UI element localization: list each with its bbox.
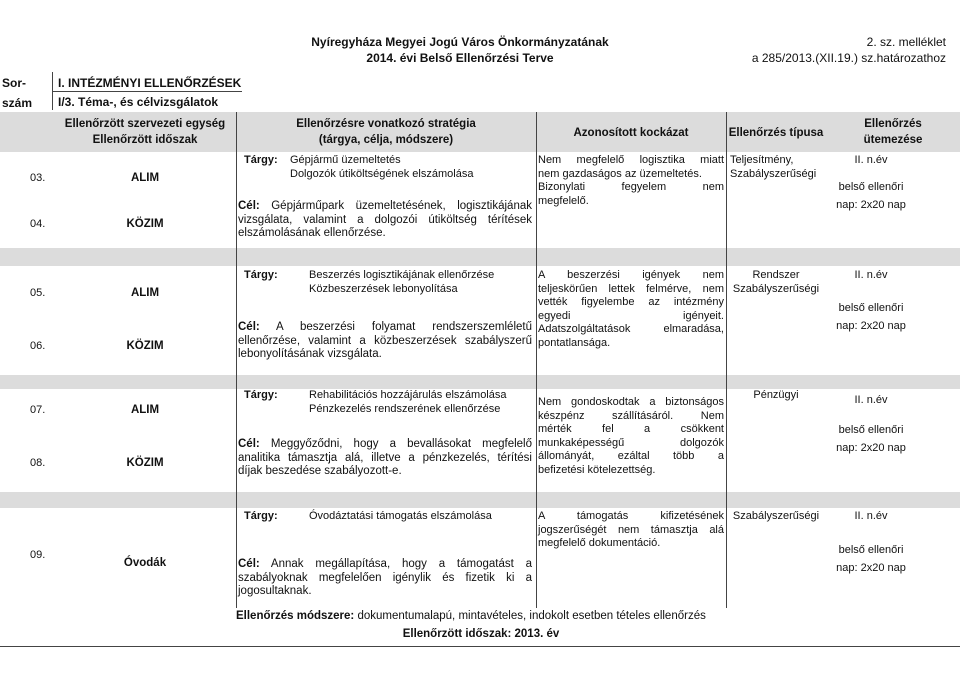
column-rule [536,112,537,608]
schedule [826,302,916,333]
title-line-2: 2014. évi Belső Ellenőrzési Terve [366,51,554,65]
goal-text [238,438,532,479]
goal-line: ellenőrzése, valamint a közbeszerzések szabályszerű [238,334,532,347]
subject-text [290,154,401,168]
risk-line: A beszerzési igények nem [538,269,724,281]
schedule-line: belső ellenőri [838,424,904,436]
audited-unit: ALIM [130,404,160,416]
goal-first-line: A beszerzési folyamat rendszerszemléletű [276,321,532,333]
separator-band [0,248,960,266]
goal-line: lebonyolításának vizsgálata. [238,348,382,360]
row-number: 09. [30,549,46,561]
column-header-strategy [236,116,536,148]
schedule-line: II. n.év [854,510,888,522]
row-number: 05. [30,287,46,299]
risk-line: befizetési kötelezettség. [538,463,656,476]
schedule-line: II. n.év [854,269,888,281]
goal-line: szabályoknak megfelelően igénylik és fizetik ki a [238,571,532,584]
annex-reference [752,34,946,66]
row-number-label-2: szám [2,96,33,110]
schedule-line: II. n.év [854,154,888,166]
method-note [236,610,706,624]
schedule-header-line-1: Ellenőrzés [864,118,922,130]
risk-text [538,510,724,551]
goal-text [238,321,532,362]
goal-line: elszámolásának ellenőrzése. [238,227,386,239]
audit-type [726,269,826,296]
strategy-header-line-2: (tárgya, célja, módszere) [318,134,454,146]
subject-line: Dolgozók útiköltségének elszámolása [290,167,474,180]
schedule-line: nap: 2x20 nap [836,441,906,454]
risk-line: Nem megfelelő logisztika miatt [538,154,724,166]
schedule [826,424,916,455]
schedule [826,544,916,575]
goal-label: Cél: [238,200,260,212]
risk-line: munkaképességű dolgozók [538,436,724,449]
goal-line: díjak beszedése szabályozott-e. [238,465,402,477]
column-header-schedule [826,116,960,148]
type-line: Teljesítmény, [730,154,794,166]
risk-line: állományát, ezáltal több a [538,450,724,462]
risk-line: mérték fel a csökkent [538,423,724,435]
subject-text [309,510,492,524]
type-line: Pénzügyi [753,389,799,401]
audited-unit: Óvodák [123,557,167,569]
type-line: Szabályszerűségi [732,282,820,295]
column-header-risk: Azonosított kockázat [573,127,689,139]
subject-label: Tárgy: [244,510,278,522]
risk-line: megfelelő dokumentáció. [538,537,661,549]
schedule [826,394,916,408]
subject-text [309,389,507,416]
audited-unit: KÖZIM [126,457,164,469]
goal-line: vizsgálata, valamint a dolgozói útiköltség térítések [238,213,532,226]
schedule [826,510,916,524]
schedule [826,181,916,212]
subject-line: Pénzkezelés rendszerének ellenőrzése [309,402,501,415]
section-title: I. INTÉZMÉNYI ELLENŐRZÉSEK [58,76,242,90]
separator-band [0,492,960,508]
goal-label: Cél: [238,558,260,570]
subject-label: Tárgy: [244,154,278,166]
risk-line: vették figyelembe az intézmény [538,296,724,308]
risk-line: Nem gondoskodtak a biztonságos [538,396,724,408]
subject-line: Rehabilitációs hozzájárulás elszámolása [309,389,507,401]
schedule [826,154,916,168]
schedule-line: II. n.év [854,394,888,406]
goal-first-line: Annak megállapítása, hogy a támogatást a [270,558,532,570]
footer-rule [0,646,960,647]
risk-line: teljeskörűen lettek felmérve, nem [538,282,724,295]
subject-line: Közbeszerzések lebonyolítása [309,282,458,295]
annex-line-2: a 285/2013.(XII.19.) sz.határozathoz [751,51,946,65]
subject-text [309,269,494,296]
risk-line: készpénz szállításáról. Nem [538,409,724,422]
subject-line: Beszerzés logisztikájának ellenőrzése [309,269,495,281]
strategy-header-line-1: Ellenőrzésre vonatkozó stratégia [296,118,476,130]
row-number: 03. [30,172,46,184]
column-rule [726,112,727,608]
goal-label: Cél: [238,438,260,450]
goal-label: Cél: [238,321,260,333]
risk-text [538,154,724,208]
schedule-line: nap: 2x20 nap [836,319,906,332]
subject-line: Óvodáztatási támogatás elszámolása [309,510,492,522]
separator-band [0,375,960,389]
row-number: 08. [30,457,46,469]
schedule [826,269,916,283]
audited-unit: KÖZIM [126,218,164,230]
row-number-label-1: Sor- [2,76,26,90]
schedule-line: nap: 2x20 nap [836,561,906,574]
subject-text [290,168,473,182]
schedule-line: belső ellenőri [838,544,904,556]
column-header-unit [60,116,230,148]
audited-period: Ellenőrzött időszak: 2013. év [402,628,560,640]
type-line: Rendszer [752,269,800,281]
schedule-line: nap: 2x20 nap [836,198,906,211]
audit-type [730,154,826,181]
goal-text [238,558,532,599]
unit-header-line-1: Ellenőrzött szervezeti egység [64,118,226,130]
subject-label: Tárgy: [244,389,278,401]
goal-text [238,200,532,241]
type-line: Szabályszerűségi [732,510,820,522]
risk-line: A támogatás kifizetésének [538,510,724,522]
row-number: 07. [30,404,46,416]
row-number: 06. [30,340,46,352]
annex-line-1: 2. sz. melléklet [866,35,946,49]
column-header-type: Ellenőrzés típusa [728,127,824,139]
risk-text [538,396,724,477]
risk-line: jogszerűségét nem támasztja alá [538,523,724,536]
audit-type [726,389,826,403]
audited-unit: ALIM [130,172,160,184]
section-underline [52,91,242,92]
unit-header-line-2: Ellenőrzött időszak [92,134,198,146]
subsection-title: I/3. Téma-, és célvizsgálatok [58,95,219,109]
risk-line: Adatszolgáltatások elmaradása, [538,323,724,335]
subject-line: Gépjármű üzemeltetés [290,154,401,166]
risk-line: pontatlansága. [538,336,611,349]
schedule-header-line-2: ütemezése [863,134,923,146]
method-text: dokumentumalapú, mintavételes, indokolt esetben tételes ellenőrzés [357,610,706,622]
subject-label: Tárgy: [244,269,278,281]
type-line: Szabályszerűségi [730,167,817,180]
audited-unit: ALIM [130,287,160,299]
goal-line: jogosultaknak. [238,585,312,597]
schedule-line: belső ellenőri [838,181,904,193]
risk-line: egyedi igényeit. [538,309,724,322]
method-label: Ellenőrzés módszere: [236,610,355,622]
risk-line: megfelelő. [538,194,589,207]
schedule-line: belső ellenőri [838,302,904,314]
document-title [260,34,660,66]
title-line-1: Nyíregyháza Megyei Jogú Város Önkormányzatának [311,35,609,49]
column-rule [236,112,237,608]
goal-line: analitika támasztja alá, illetve a pénzkezelés, térítési [238,451,532,464]
goal-first-line: Meggyőződni, hogy a bevallásokat megfelelő [270,438,532,450]
audit-type [726,510,826,524]
risk-line: Bizonylati fegyelem nem [538,181,724,193]
risk-text [538,269,724,350]
risk-line: nem gazdaságos az üzemeltetés. [538,167,702,180]
goal-first-line: Gépjárműpark üzemeltetésének, logisztikájának [271,200,532,212]
audited-unit: KÖZIM [126,340,164,352]
row-number: 04. [30,218,46,230]
